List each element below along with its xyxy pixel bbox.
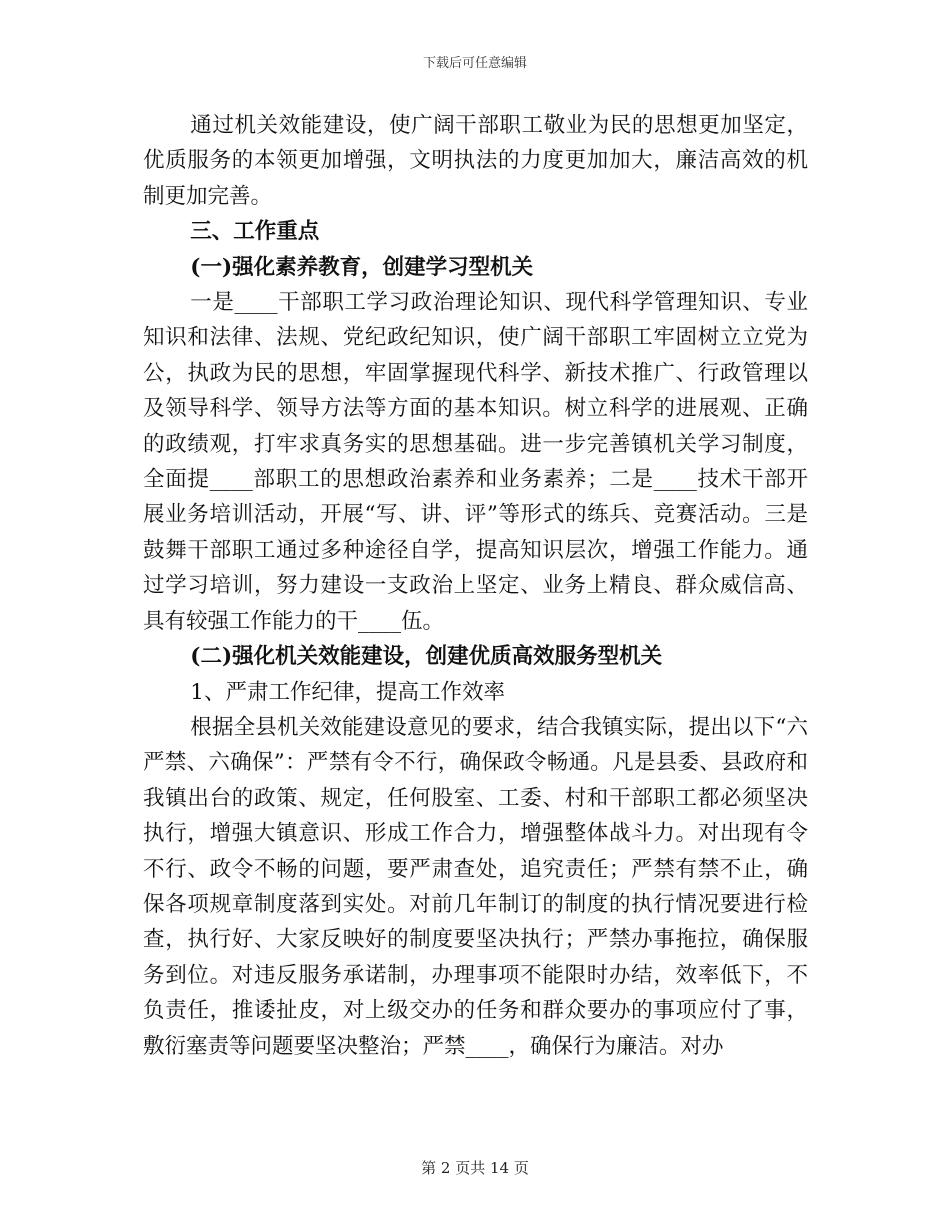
item-heading-1: 1、严肃工作纪律，提高工作效率 xyxy=(190,679,505,705)
section-heading-work-focus: 三、工作重点 xyxy=(190,219,320,245)
subsection-heading-2: (二)强化机关效能建设，创建优质高效服务型机关 xyxy=(190,644,663,670)
paragraph-intro: 通过机关效能建设，使广阔干部职工敬业为民的思想更加坚定，优质服务的本领更加增强，文明执法的力度更加加大，廉洁高效的机制更加完善。 xyxy=(143,113,808,209)
page-footer: 第 2 页共 14 页 xyxy=(421,1159,529,1177)
subsection-heading-1: (一)强化素养教育，创建学习型机关 xyxy=(190,254,534,280)
paragraph-education: 一是____干部职工学习政治理论知识、现代科学管理知识、专业知识和法律、法规、党纪政纪知识，使广阔干部职工牢固树立立党为公，执政为民的思想，牢固掌握现代科学、新技术推广、行政管理以及领导科学、领导方法等方面的基本知识。树立科学的进展观、正确的政绩观，打牢求真务实的思想基础。进一步完善镇机关学习制度，全面提____部职工的思想政治素养和业务素养；二是____技术干部开展业务培训活动，开展“写、讲、评”等形式的练兵、竞赛活动。三是鼓舞干部职工通过多种途径自学，提高知识层次，增强工作能力。通过学习培训，努力建设一支政治上坚定、业务上精良、群众威信高、具有较强工作能力的干____伍。 xyxy=(143,290,808,634)
document-body xyxy=(143,108,808,1064)
paragraph-discipline: 根据全县机关效能建设意见的要求，结合我镇实际，提出以下“六严禁、六确保”：严禁有令不行，确保政令畅通。凡是县委、县政府和我镇出台的政策、规定，任何股室、工委、村和干部职工都必须坚决执行，增强大镇意识、形成工作合力，增强整体战斗力。对出现有令不行、政令不畅的问题，要严肃查处，追究责任；严禁有禁不止，确保各项规章制度落到实处。对前几年制订的制度的执行情况要进行检查，执行好、大家反映好的制度要坚决执行；严禁办事拖拉，确保服务到位。对违反服务承诺制，办理事项不能限时办结，效率低下，不负责任，推诿扯皮，对上级交办的任务和群众要办的事项应付了事，敷衍塞责等问题要坚决整治；严禁____，确保行为廉洁。对办 xyxy=(143,714,808,1059)
page-header: 下载后可任意编辑 xyxy=(422,56,527,71)
